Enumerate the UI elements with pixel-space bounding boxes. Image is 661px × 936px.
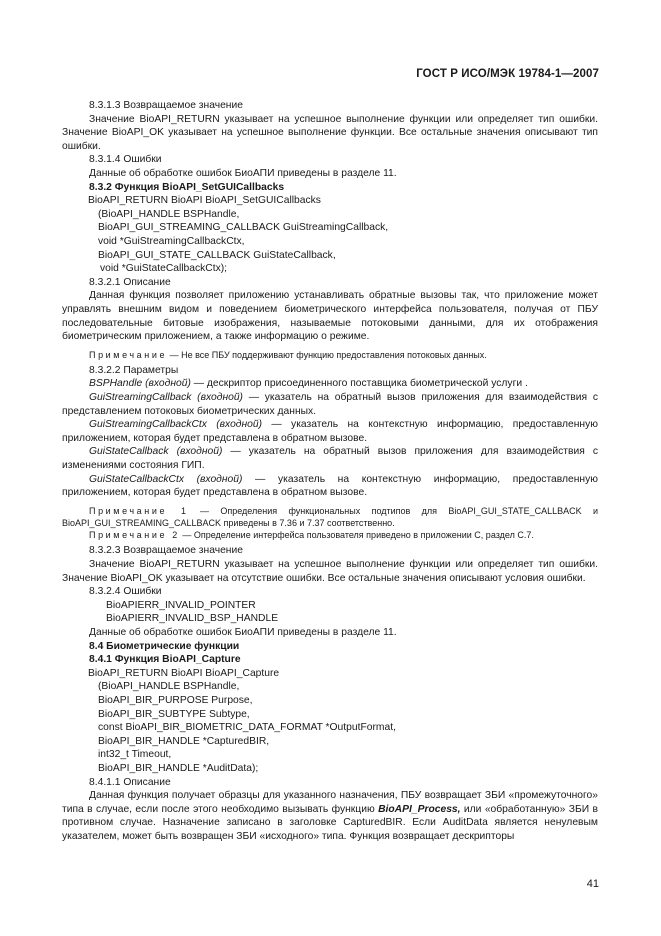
parameter-item	[62, 377, 598, 391]
code-signature-line: void *GuiStateCallbackCtx);	[100, 263, 228, 275]
note	[62, 349, 598, 361]
paragraph-return-value: Значение BioAPI_RETURN указывает на успешное выполнение функции или определяет тип ошибки. Значение BioAPI_OK указывает на отсутствие ошибки. Все остальные значения описывают условия ошибки.	[62, 559, 598, 584]
code-signature-line: int32_t Timeout,	[98, 749, 172, 761]
code-signature-line: BioAPI_RETURN BioAPI BioAPI_SetGUICallbacks	[88, 195, 321, 207]
section-heading-8-3-2-1: 8.3.2.1 Описание	[89, 276, 171, 288]
error-code: BioAPIERR_INVALID_POINTER	[106, 599, 256, 611]
error-code: BioAPIERR_INVALID_BSP_HANDLE	[106, 613, 279, 625]
parameter-name: GuiStateCallback (входной)	[89, 446, 223, 458]
note-1	[62, 505, 598, 529]
parameter-item	[62, 445, 598, 472]
parameter-desc: — дескриптор присоединенного поставщика биометрической услуги .	[190, 378, 528, 390]
note-label: Примечание 1	[89, 505, 189, 516]
code-signature-line: const BioAPI_BIR_BIOMETRIC_DATA_FORMAT *OutputFormat,	[98, 722, 396, 734]
parameter-item	[62, 473, 598, 500]
code-signature-line: BioAPI_BIR_PURPOSE Purpose,	[98, 694, 253, 706]
section-heading-8-3-2-3: 8.3.2.3 Возвращаемое значение	[89, 545, 243, 557]
code-signature-line: BioAPI_GUI_STATE_CALLBACK GuiStateCallback,	[98, 249, 336, 261]
section-heading-8-3-1-3: 8.3.1.3 Возвращаемое значение	[89, 100, 243, 111]
section-heading-8-3-2-2: 8.3.2.2 Параметры	[89, 364, 179, 376]
function-name: BioAPI_Process,	[378, 803, 461, 815]
paragraph-errors: Данные об обработке ошибок БиоАПИ приведены в разделе 11.	[89, 167, 397, 179]
note-text: — Не все ПБУ поддерживают функцию предоставления потоковых данных.	[167, 349, 487, 360]
code-signature-line: (BioAPI_HANDLE BSPHandle,	[98, 208, 240, 220]
page-number: 41	[586, 878, 599, 890]
description-text: или «обработанную» ЗБИ в противном случае. Назначение записано в заголовке CapturedBIR. Если AuditData является ненулевым указателем, может быть возвращен ЗБИ «исходного» типа. Функция возвращает дескрипторы	[62, 803, 598, 842]
code-signature-line: BioAPI_GUI_STREAMING_CALLBACK GuiStreamingCallback,	[98, 222, 389, 234]
code-signature-line: BioAPI_BIR_SUBTYPE Subtype,	[98, 708, 250, 720]
parameter-desc: — указатель на обратный вызов приложения для взаимодействия с изменениями состояния ГИП.	[62, 446, 598, 472]
parameter-name: GuiStreamingCallbackCtx (входной)	[89, 419, 263, 431]
parameter-desc: — указатель на контекстную информацию, предоставленную приложением, которая будет представлена в обратном вызове.	[62, 473, 598, 499]
section-heading-8-4-1-1: 8.4.1.1 Описание	[89, 776, 171, 788]
parameter-desc: — указатель на обратный вызов приложения для взаимодействия с представлением потоковых биометрических данных.	[62, 392, 598, 417]
note-label: Примечание	[89, 349, 168, 360]
paragraph-return-value: Значение BioAPI_RETURN указывает на успешное выполнение функции или определяет тип ошибки. Значение BioAPI_OK указывает на успешное выполнение функции. Все остальные значения описывают тип ошибки.	[62, 113, 598, 152]
document-standard-header: ГОСТ Р ИСО/МЭК 19784-1—2007	[416, 68, 599, 80]
code-signature-line: BioAPI_BIR_HANDLE *CapturedBIR,	[98, 735, 270, 747]
code-signature-line: (BioAPI_HANDLE BSPHandle,	[98, 681, 240, 693]
parameter-name: GuiStreamingCallback (входной)	[89, 392, 243, 404]
section-heading-8-3-2-4: 8.3.2.4 Ошибки	[89, 586, 162, 598]
paragraph-description	[62, 789, 598, 843]
description-text: Данная функция получает образцы для указанного назначения, ПБУ возвращает ЗБИ «промежуточного» типа в случае, если после этого необходимо вызывать функцию	[62, 790, 598, 815]
parameter-item	[62, 418, 598, 445]
note-2	[62, 529, 598, 541]
section-heading-8-3-1-4: 8.3.1.4 Ошибки	[89, 154, 162, 166]
code-signature-line: void *GuiStreamingCallbackCtx,	[98, 235, 245, 247]
code-signature-line: BioAPI_RETURN BioAPI BioAPI_Capture	[88, 667, 280, 679]
section-heading-8-3-2: 8.3.2 Функция BioAPI_SetGUICallbacks	[89, 181, 285, 193]
page-body	[62, 99, 598, 844]
section-heading-8-4: 8.4 Биометрические функции	[89, 640, 240, 652]
paragraph-description: Данная функция позволяет приложению устанавливать обратные вызовы так, что приложение может управлять внешним видом и поведением биометрического интерфейса пользователя, получая от ПБУ последовательные битовые изображения, называемые потоковыми данными, для их отображения биометрическим приложением, а также информацию о режиме.	[62, 290, 598, 343]
parameter-name: GuiStateCallbackCtx (входной)	[89, 473, 243, 485]
note-text: — Определение интерфейса пользователя приведено в приложении С, раздел С.7.	[179, 530, 534, 541]
parameter-item	[62, 391, 598, 418]
parameter-desc: — указатель на контекстную информацию, предоставленную приложением, которая будет представлена в обратном вызове.	[62, 419, 598, 444]
note-text: — Определения функциональных подтипов для BioAPI_GUI_STATE_CALLBACK и BioAPI_GUI_STREAMING_CALLBACK приведены в 7.36 и 7.37 соответственно.	[62, 505, 598, 529]
note-label: Примечание 2	[89, 530, 180, 541]
code-signature-line: BioAPI_BIR_HANDLE *AuditData);	[98, 762, 259, 774]
parameter-name: BSPHandle (входной)	[89, 378, 191, 390]
section-heading-8-4-1: 8.4.1 Функция BioAPI_Capture	[89, 654, 241, 666]
paragraph-errors: Данные об обработке ошибок БиоАПИ приведены в разделе 11.	[89, 627, 397, 638]
